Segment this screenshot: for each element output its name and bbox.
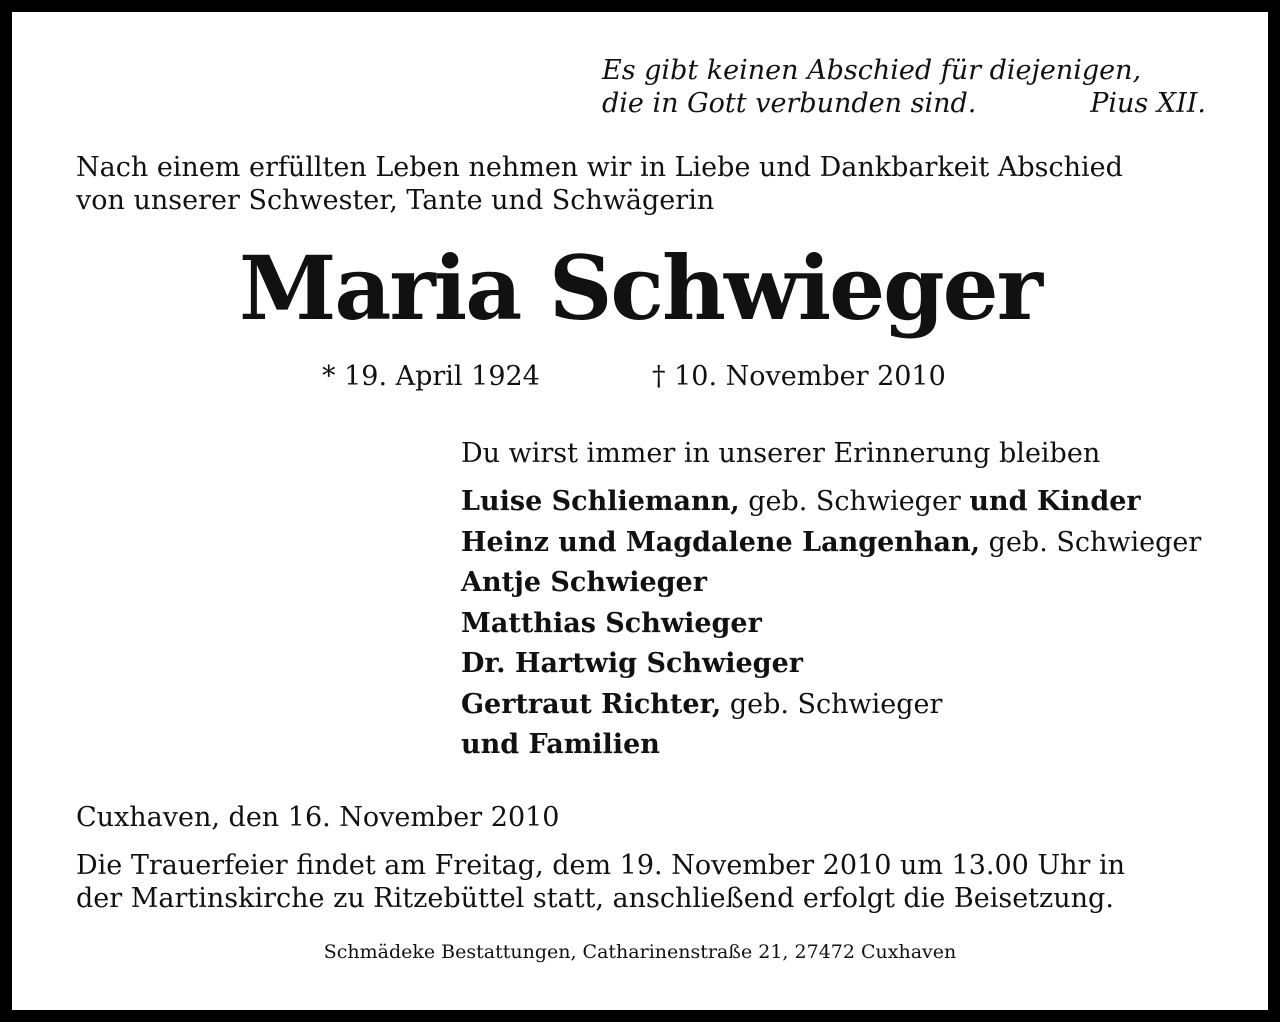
mourner-name: und Familien (461, 729, 660, 760)
quote-author: Pius XII. (1090, 88, 1206, 119)
mourners-block (461, 437, 1241, 766)
mourner-suffix: und Kinder (969, 486, 1141, 517)
quote-line-2: die in Gott verbunden sind. (602, 88, 977, 119)
quote-line-1: Es gibt keinen Abschied für diejenigen, (602, 55, 1142, 86)
mourner-name: Luise Schliemann, (461, 486, 740, 517)
mourner-name: Antje Schwieger (461, 567, 707, 598)
mourner-name: Matthias Schwieger (461, 607, 762, 639)
service-line-1: Die Trauerfeier findet am Freitag, dem 19. November 2010 um 13.00 Uhr in (76, 850, 1126, 881)
mourner-row (461, 725, 1241, 766)
quote-line-2-row (602, 87, 1206, 120)
mourner-row (461, 644, 1241, 685)
deceased-name: Maria Schwieger (238, 236, 1042, 340)
intro-text (76, 151, 1216, 217)
mourner-note: geb. Schwieger (721, 688, 943, 720)
intro-line-2: von unserer Schwester, Tante und Schwägerin (76, 185, 715, 216)
mourner-row (461, 523, 1241, 564)
mourner-row (461, 604, 1241, 645)
mourner-name: Gertraut Richter, (461, 688, 722, 720)
mourners-lead: Du wirst immer in unserer Erinnerung bleiben (461, 438, 1101, 469)
mourner-note: geb. Schwieger (739, 486, 970, 517)
mourner-row (461, 685, 1241, 726)
mourner-row (461, 563, 1241, 604)
undertaker-address: Schmädeke Bestattungen, Catharinenstraße 21, 27472 Cuxhaven (323, 941, 957, 963)
mourner-row (461, 482, 1241, 523)
place-and-date: Cuxhaven, den 16. November 2010 (76, 802, 560, 833)
mourner-note: geb. Schwieger (980, 526, 1202, 558)
death-date: † 10. November 2010 (652, 361, 946, 392)
epigraph-quote (602, 54, 1208, 120)
intro-line-1: Nach einem erfüllten Leben nehmen wir in Liebe und Dankbarkeit Abschied (76, 152, 1123, 183)
service-line-2: der Martinskirche zu Ritzebüttel statt, anschließend erfolgt die Beisetzung. (76, 883, 1114, 914)
mourner-name: Dr. Hartwig Schwieger (461, 648, 803, 679)
funeral-service-info (76, 849, 1216, 915)
birth-date: * 19. April 1924 (322, 361, 540, 392)
mourner-name: Heinz und Magdalene Langenhan, (461, 526, 981, 558)
